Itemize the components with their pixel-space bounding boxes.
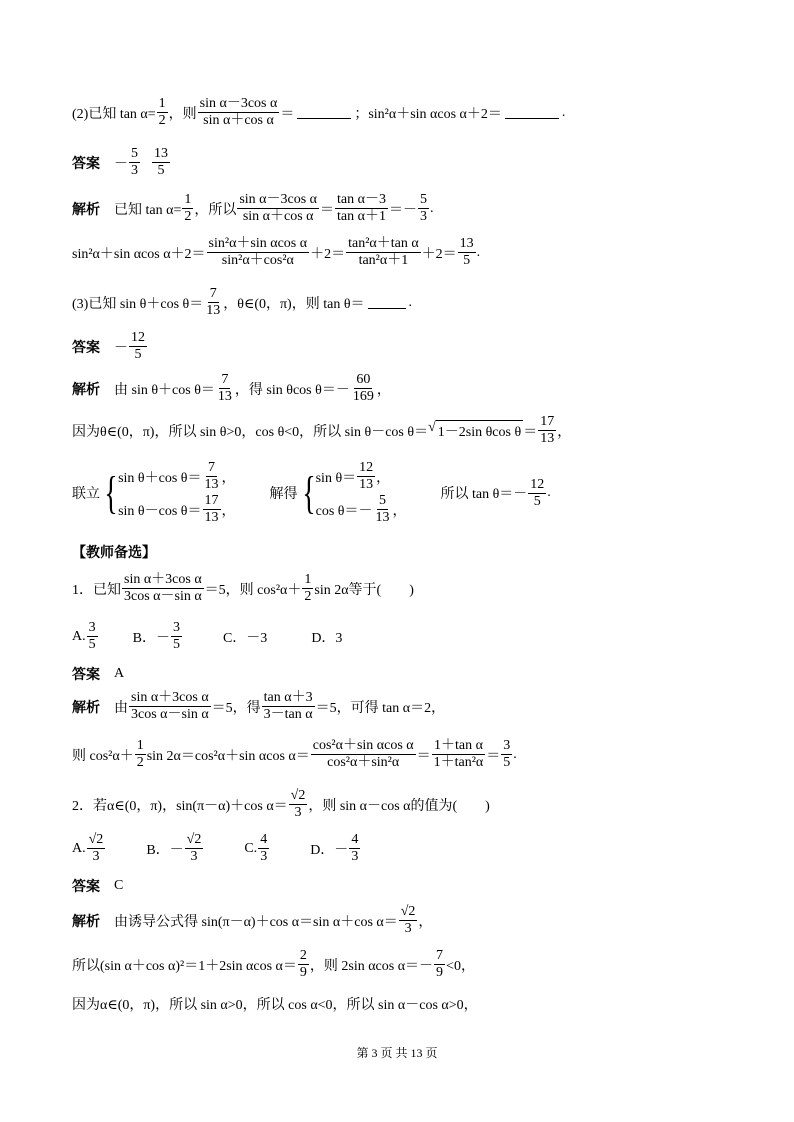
answer-2 (72, 146, 171, 179)
solution-label: 解析 (72, 202, 100, 218)
answer-label: 答案 (72, 340, 100, 356)
fraction: $\frac{2}{9}$ (299, 948, 307, 981)
problem-2-options (72, 832, 361, 865)
option-a: A. (72, 628, 86, 644)
comma: ， (221, 503, 236, 519)
fraction: $\frac{√2}{3}$ (186, 832, 202, 865)
text: sin θ＝ (315, 470, 357, 486)
comma: ， (418, 914, 433, 930)
fraction: $\frac{17}{13}$ (204, 493, 219, 526)
solution-label: 解析 (72, 382, 100, 398)
equation-system (298, 460, 407, 526)
fraction: $\frac{60}{169}$ (352, 372, 374, 405)
text: 由 (114, 700, 128, 716)
text: ，所以 (194, 202, 237, 218)
period: . (429, 200, 434, 216)
option-b: B．－ (146, 842, 184, 858)
minus-sign: － (114, 340, 128, 356)
period: . (547, 485, 551, 501)
option-d: D．－ (310, 842, 349, 858)
left-brace: { (104, 467, 118, 519)
fraction: $\frac{5}{13}$ (375, 493, 390, 526)
fraction: $\frac{5}{3}$ (419, 192, 427, 225)
equals: ＝－ (388, 202, 417, 218)
comma: ， (392, 503, 407, 519)
fraction: $\frac{\text{tan α＋3}}{\text{3－tan α}}$ (263, 690, 313, 723)
question-3 (72, 286, 412, 319)
equals: ＝ (486, 748, 501, 764)
fraction: $\frac{\text{sin α＋3cos α}}{\text{3cos α－sin α}}$ (131, 690, 209, 723)
text: ＝5，得 (211, 700, 261, 716)
fraction: $\frac{13}{5}$ (154, 146, 168, 179)
text: sin²α＋sin αcos α＋2＝ (72, 246, 206, 262)
text: sin 2α等于( ) (314, 582, 414, 598)
text: ＝5，则 cos²α＋ (204, 582, 302, 598)
problem-2 (72, 788, 490, 821)
solution-3-line-2 (72, 414, 571, 447)
solution-p2-line-3 (72, 994, 478, 1014)
fraction: $\frac{√2}{3}$ (400, 904, 416, 937)
square-root: √ 1－2sin θcos θ (428, 420, 522, 441)
answer-value: A (114, 666, 125, 681)
answer-p1 (72, 664, 124, 684)
fraction: $\frac{\text{sin α－3cos α}}{\text{sin α＋cos α}}$ (239, 192, 318, 225)
fraction: $\frac{3}{5}$ (172, 620, 180, 653)
fraction: $\frac{\text{tan α－3}}{\text{tan α＋1}}$ (337, 192, 386, 225)
equals: ＝ (523, 424, 538, 440)
comma: ， (221, 470, 236, 486)
fraction: $\frac{\text{tan²α＋tan α}}{\text{tan²α＋1}}$ (348, 236, 419, 269)
fraction: $\frac{7}{13}$ (206, 286, 221, 319)
problem-1 (72, 572, 414, 605)
section-header: 【教师备选】 (72, 546, 156, 561)
text: (3)已知 sin θ＋cos θ＝ (72, 296, 204, 312)
text: ＋2＝ (310, 246, 346, 262)
fraction: $\frac{√2}{3}$ (290, 788, 306, 821)
comma: ， (557, 424, 572, 440)
q2-text-then: ，则 (168, 106, 197, 122)
page-footer: 第 3 页 共 13 页 (356, 1046, 438, 1060)
period: . (476, 244, 481, 260)
text: <0， (446, 958, 475, 974)
option-c: C. (244, 840, 258, 856)
text: sin θ＋cos θ＝ (118, 470, 202, 486)
fraction: $\frac{1}{2}$ (184, 192, 192, 225)
option-d: D．3 (311, 630, 343, 646)
q2-text: (2)已知 tan α= (72, 106, 156, 122)
q2-expr: sin²α＋sin αcos α＋2＝ (368, 106, 502, 122)
text: sin 2α＝cos²α＋sin αcos α＝ (146, 748, 310, 764)
fraction: $\frac{\text{sin²α＋sin αcos α}}{\text{sin²α＋cos²α}}$ (208, 236, 308, 269)
text: 已知 tan α= (114, 202, 182, 218)
option-b: B．－ (132, 630, 170, 646)
text: ＋2＝ (421, 246, 457, 262)
answer-blank (505, 106, 559, 119)
semicolon: ； (354, 106, 369, 122)
fraction: $\frac{1}{2}$ (158, 96, 166, 129)
text: sin θ－cos θ＝ (118, 503, 202, 519)
option-a: A. (72, 840, 86, 856)
fraction: $\frac{12}{13}$ (359, 460, 374, 493)
answer-value: C (114, 878, 124, 893)
comma: ， (376, 470, 391, 486)
fraction: $\frac{\text{sin α＋3cos α}}{\text{3cos α－sin α}}$ (124, 572, 202, 605)
answer-blank (368, 296, 406, 309)
text: ＝5，可得 tan α＝2， (315, 700, 446, 716)
fraction: $\frac{√2}{3}$ (88, 832, 104, 865)
fraction: $\frac{\text{sin α－3cos α}}{\text{sin α＋cos α}}$ (199, 96, 278, 129)
period: . (561, 104, 566, 120)
period: . (408, 294, 413, 310)
text: 1．已知 (72, 582, 121, 598)
text: 2．若α∈(0，π)，sin(π－α)＋cos α＝ (72, 798, 288, 814)
text: 则 cos²α＋ (72, 748, 134, 764)
equals: ＝ (320, 202, 335, 218)
question-2 (72, 96, 565, 129)
fraction: $\frac{\text{cos²α＋sin αcos α}}{\text{cos²α＋sin²α}}$ (312, 738, 414, 771)
answer-p2 (72, 876, 123, 896)
answer-label: 答案 (72, 880, 100, 895)
option-c: C．－3 (222, 630, 268, 646)
text: 由 sin θ＋cos θ＝ (114, 382, 215, 398)
fraction: $\frac{4}{3}$ (351, 832, 359, 865)
fraction: $\frac{13}{5}$ (459, 236, 474, 269)
text: 因为θ∈(0，π)，所以 sin θ>0，cos θ<0，所以 sin θ－cos θ＝ (72, 424, 429, 440)
text: 由诱导公式得 sin(π－α)＋cos α＝sin α＋cos α＝ (114, 914, 398, 930)
period: . (513, 746, 517, 762)
fraction: $\frac{1}{2}$ (304, 572, 312, 605)
fraction: $\frac{7}{9}$ (436, 948, 444, 981)
left-brace: { (301, 467, 316, 519)
equals: ＝ (416, 748, 431, 764)
text: 联立 (72, 487, 100, 503)
text: 所以 tan θ＝－ (440, 487, 528, 503)
fraction: $\frac{12}{5}$ (131, 330, 145, 363)
equation-system (100, 460, 236, 526)
solution-p2-line-1 (72, 904, 432, 937)
text: 解得 (269, 487, 298, 503)
text: 所以(sin α＋cos α)²＝1＋2sin αcos α＝ (72, 958, 297, 974)
equation-system-line (72, 460, 551, 526)
equals: ＝ (280, 106, 295, 122)
solution-3-line-1 (72, 372, 391, 405)
answer-label: 答案 (72, 156, 100, 172)
solution-2-line-2 (72, 236, 480, 269)
answer-3 (72, 330, 148, 363)
answer-label: 答案 (72, 668, 100, 683)
fraction: $\frac{\text{1＋tan α}}{\text{1＋tan²α}}$ (433, 738, 484, 771)
text: ，得 sin θcos θ＝－ (234, 382, 350, 398)
text: ，则 2sin αcos α＝－ (309, 958, 434, 974)
fraction: $\frac{1}{2}$ (136, 738, 144, 771)
text: ，则 sin α－cos α的值为( ) (308, 798, 490, 814)
solution-p2-line-2 (72, 948, 475, 981)
fraction: $\frac{5}{3}$ (131, 146, 138, 179)
fraction: $\frac{12}{5}$ (530, 476, 545, 509)
text: 因为α∈(0，π)，所以 sin α>0，所以 cos α<0，所以 sin α－cos α>0， (72, 998, 478, 1013)
solution-2-line-1 (72, 192, 433, 225)
fraction: $\frac{17}{13}$ (540, 414, 555, 447)
fraction: $\frac{4}{3}$ (260, 832, 268, 865)
fraction: $\frac{3}{5}$ (88, 620, 96, 653)
text: ，θ∈(0，π)，则 tan θ＝ (223, 296, 365, 312)
text: cos θ＝－ (315, 503, 373, 519)
fraction: $\frac{3}{5}$ (503, 738, 511, 771)
fraction: $\frac{7}{13}$ (204, 460, 219, 493)
solution-p1-line-2 (72, 738, 517, 771)
solution-p1-line-1 (72, 690, 445, 723)
minus-sign: － (114, 156, 128, 172)
solution-label: 解析 (72, 700, 100, 716)
fraction: $\frac{7}{13}$ (217, 372, 232, 405)
solution-label: 解析 (72, 914, 100, 930)
comma: ， (376, 382, 391, 398)
problem-1-options (72, 620, 342, 653)
answer-blank (297, 106, 351, 119)
